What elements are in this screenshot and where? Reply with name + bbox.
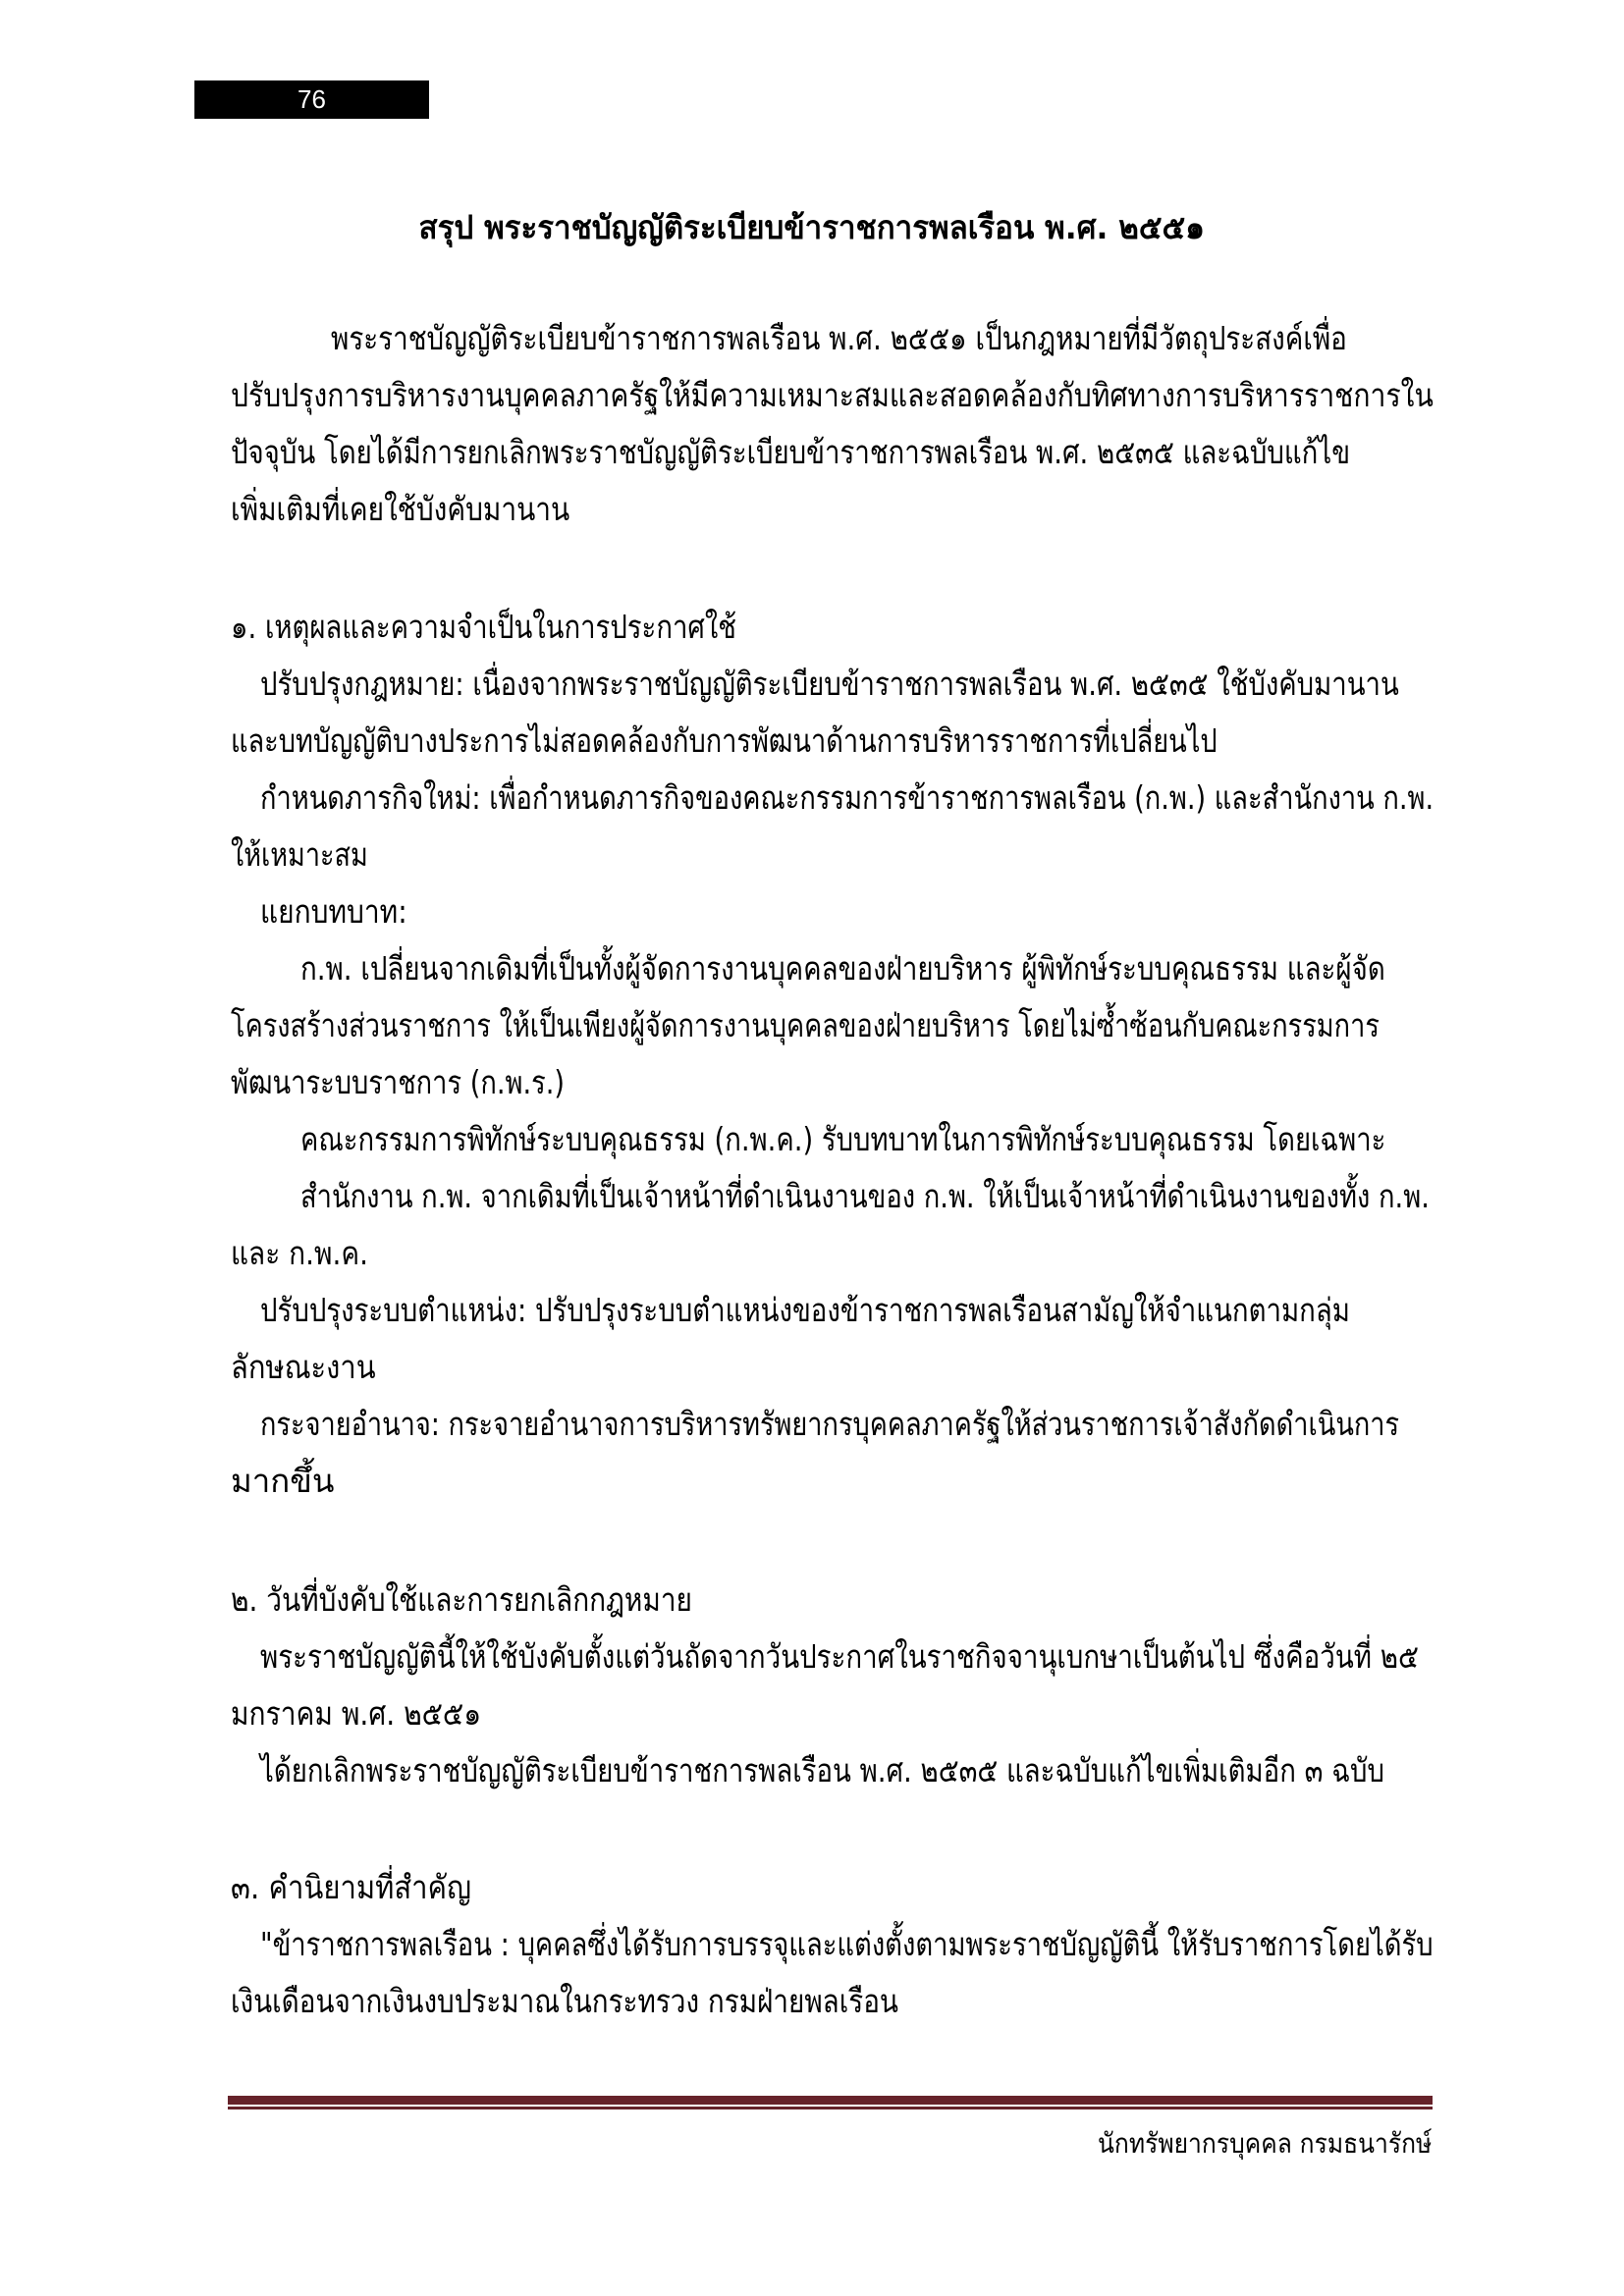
section-line: ปรับปรุงระบบตำแหน่ง: ปรับปรุงระบบตำแหน่งของข้าราชการพลเรือนสามัญให้จำแนกตามกลุ่ม [260, 1291, 1350, 1329]
intro-line: เพิ่มเติมที่เคยใช้บังคับมานาน [231, 490, 570, 528]
page-number: 76 [298, 84, 326, 114]
section-line: และบทบัญญัติบางประการไม่สอดคล้องกับการพัฒนาด้านการบริหารราชการที่เปลี่ยนไป [231, 721, 1218, 760]
definition-line: เงินเดือนจากเงินงบประมาณในกระทรวง กรมฝ่ายพลเรือน [231, 1982, 898, 2020]
section-line: มกราคม พ.ศ. ๒๕๕๑ [231, 1694, 482, 1733]
section-line: กระจายอำนาจ: กระจายอำนาจการบริหารทรัพยากรบุคคลภาครัฐให้ส่วนราชการเจ้าสังกัดดำเนินการ [260, 1405, 1400, 1443]
section-line: สำนักงาน ก.พ. จากเดิมที่เป็นเจ้าหน้าที่ดำเนินงานของ ก.พ. ให้เป็นเจ้าหน้าที่ดำเนินงานของทั้ง ก.พ. [300, 1177, 1430, 1215]
section-heading: ๓. คำนิยามที่สำคัญ [231, 1868, 471, 1906]
footer-text: นักทรัพยากรบุคคล กรมธนารักษ์ [1097, 2127, 1432, 2160]
section-line: ก.พ. เปลี่ยนจากเดิมที่เป็นทั้งผู้จัดการงานบุคคลของฝ่ายบริหาร ผู้พิทักษ์ระบบคุณธรรม และผู้จัด [300, 949, 1385, 988]
section-line: พระราชบัญญัตินี้ให้ใช้บังคับตั้งแต่วันถัดจากวันประกาศในราชกิจจานุเบกษาเป็นต้นไป ซึ่งคือวันที่ ๒๕ [260, 1637, 1419, 1676]
section-line: คณะกรรมการพิทักษ์ระบบคุณธรรม (ก.พ.ค.) รับบทบาทในการพิทักษ์ระบบคุณธรรม โดยเฉพาะ [300, 1120, 1386, 1158]
section-line: ปรับปรุงกฎหมาย: เนื่องจากพระราชบัญญัติระเบียบข้าราชการพลเรือน พ.ศ. ๒๕๓๕ ใช้บังคับมานาน [260, 665, 1399, 703]
intro-line: ปัจจุบัน โดยได้มีการยกเลิกพระราชบัญญัติระเบียบข้าราชการพลเรือน พ.ศ. ๒๕๓๕ และฉบับแก้ไข [231, 433, 1351, 471]
section-line: ให้เหมาะสม [231, 835, 368, 874]
footer-rule-thick [228, 2096, 1433, 2105]
section-line: และ ก.พ.ค. [231, 1234, 368, 1272]
footer-rule-thin [228, 2107, 1433, 2109]
section-line: กำหนดภารกิจใหม่: เพื่อกำหนดภารกิจของคณะกรรมการข้าราชการพลเรือน (ก.พ.) และสำนักงาน ก.พ. [260, 778, 1435, 817]
section-line: มากขึ้น [231, 1462, 335, 1500]
section-line: แยกบทบาท: [260, 892, 407, 931]
intro-line: พระราชบัญญัติระเบียบข้าราชการพลเรือน พ.ศ. ๒๕๕๑ เป็นกฎหมายที่มีวัตถุประสงค์เพื่อ [331, 319, 1347, 357]
document-title [0, 204, 1624, 251]
section-line: โครงสร้างส่วนราชการ ให้เป็นเพียงผู้จัดการงานบุคคลของฝ่ายบริหาร โดยไม่ซ้ำซ้อนกับคณะกรรมการ [231, 1006, 1380, 1044]
intro-line: ปรับปรุงการบริหารงานบุคคลภาครัฐให้มีความเหมาะสมและสอดคล้องกับทิศทางการบริหารราชการใน [231, 376, 1434, 414]
document-title-text: สรุป พระราชบัญญัติระเบียบข้าราชการพลเรือน พ.ศ. ๒๕๕๑ [418, 208, 1206, 246]
definition-line: "ข้าราชการพลเรือน : บุคคลซึ่งได้รับการบรรจุและแต่งตั้งตามพระราชบัญญัตินี้ ให้รับราชการโดยได้รับ [260, 1925, 1434, 1963]
section-line: ลักษณะงาน [231, 1348, 376, 1386]
page-number-box [194, 80, 429, 119]
section-line: ได้ยกเลิกพระราชบัญญัติระเบียบข้าราชการพลเรือน พ.ศ. ๒๕๓๕ และฉบับแก้ไขเพิ่มเติมอีก ๓ ฉบับ [260, 1751, 1385, 1789]
section-line: พัฒนาระบบราชการ (ก.พ.ร.) [231, 1063, 566, 1101]
section-heading: ๒. วันที่บังคับใช้และการยกเลิกกฎหมาย [231, 1580, 692, 1619]
section-heading: ๑. เหตุผลและความจำเป็นในการประกาศใช้ [231, 608, 736, 646]
